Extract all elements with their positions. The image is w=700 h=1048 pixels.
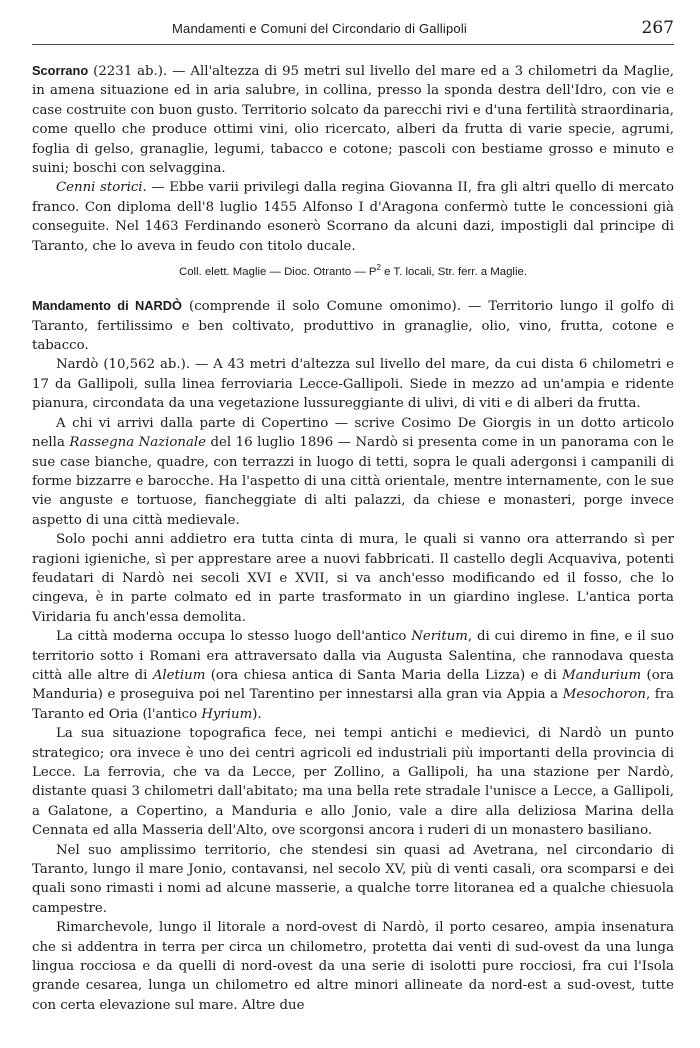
running-header — [32, 18, 674, 45]
nardo-paragraph-7: Rimarchevole, lungo il litorale a nord-ovest di Nardò, il porto cesareo, ampia insenatura che si addentra in terra per circa un chilometro, protetta dai venti di sud-ovest da una lunga lingua rocciosa e da quelli di nord-ovest da una serie di isolotti pure rocciosi, fra cui l'Isola grande cesarea, lunga un chilometro ed altre minori allineate da nord-est a sud-ovest, tutte con certa elevazione sul mare. Altre due — [32, 920, 674, 1013]
scorrano-paragraph: Scorrano (2231 ab.). — All'altezza di 95 metri sul livello del mare ed a 3 chilometri da Maglie, in amena situazione ed in aria salubre, in collina, presso la sponda destra dell'Idro, con vie e case costruite con buon gusto. Territorio solcato da parecchi rivi e d'una fertilità straordinaria, come quello che produce ottimi vini, olio ricercato, alberi da frutta di varie specie, agrumi, foglia di gelso, granaglie, legumi, tabacco e cotone; pascoli con bestiame grosso e minuto e suini; boschi con selvaggina. — [32, 63, 674, 177]
nardo-paragraph-4: La città moderna occupa lo stesso luogo dell'antico Neritum, di cui diremo in fine, e il suo territorio sotto i Romani era attraversato dalla via Augusta Salentina, che rannodava questa città alle altre di Aletium (ora chiesa antica di Santa Maria della Lizza) e di Mandurium (ora Manduria) e proseguiva poi nel Tarentino per innestarsi alla gran via Appia a Mesochoron, fra Taranto ed Oria (l'antico Hyrium). — [32, 629, 674, 722]
journal-title: Rassegna Nazionale — [69, 435, 207, 451]
nardo-paragraph-2: A chi vi arrivi dalla parte di Copertino — scrive Cosimo De Giorgis in un dotto articolo nella Rassegna Nazionale del 16 luglio 1896 — Nardò si presenta come in un panorama con le sue case bianche, quadre, con terrazzi in luogo di tetti, sopra le quali adergonsi i campanili di forme bizzarre e barocche. Ha l'aspetto di una città orientale, mentre internamente, con le sue vie anguste e tortuose, fiancheggiate di alti palazzi, da chiese e monasteri, porge invece aspetto di una città medievale. — [32, 415, 675, 528]
header-title: Mandamenti e Comuni del Circondario di Gallipoli — [172, 21, 468, 36]
scorrano-note: Coll. elett. Maglie — Dioc. Otranto — $P^2$ e T. locali, Str. ferr. a Maglie. — [179, 263, 527, 278]
mandamento-paragraph: Mandamento di NARDÒ (comprende il solo Comune omonimo). — Territorio lungo il golfo di Taranto, fertilissimo e ben coltivato, produttivo in granaglie, olio, vino, frutta, cotone e tabacco. — [32, 298, 675, 354]
cenni-storici-label: Cenni storici. — [56, 180, 147, 196]
nardo-paragraph-6: Nel suo amplissimo territorio, che stendesi sin quasi ad Avetrana, nel circondario di Taranto, lungo il mare Jonio, contavansi, nel secolo XV, più di venti casali, ora scomparsi e dei quali sono rimasti i nomi ad alcune masserie, a qualche torre litoranea ed a qualche chiesuola campestre. — [32, 842, 674, 916]
nardo-paragraph-5: La sua situazione topografica fece, nei tempi antichi e medievici, di Nardò un punto strategico; ora invece è uno dei centri agricoli ed industriali più importanti della provincia di Lecce. La ferrovia, che va da Lecce, per Zollino, a Gallipoli, ha una stazione per Nardò, distante quasi 3 chilometri dall'abitato; ma una bella rete stradale l'unisce a Lecce, a Gallipoli, a Galatone, a Copertino, a Manduria e allo Jonio, vale a dire alla deliziosa Marina della Cennata ed alla Masseria dell'Alto, ove scorgonsi ancora i ruderi di un monastero basiliano. — [32, 726, 674, 839]
nardo-paragraph-1: Nardò (10,562 ab.). — A 43 metri d'altezza sul livello del mare, da cui dista 6 chilometri e 17 da Gallipoli, sulla linea ferroviaria Lecce-Gallipoli. Siede in mezzo ad un'ampia e ridente pianura, circondata da una vegetazione lussureggiante di ulivi, di viti e di alberi da frutta. — [32, 357, 674, 412]
nardo-paragraph-3: Solo pochi anni addietro era tutta cinta di mura, le quali si vanno ora atterrando sì per ragioni igieniche, sì per apprestare aree a nuovi fabbricati. Il castello degli Acquaviva, potenti feudatari di Nardò nei secoli XVI e XVII, si va anch'esso modificando ed il fosso, che lo cingeva, è in parte colmato ed in parte trasformato in un giardino inglese. L'antica porta Viridaria fu anch'essa demolita. — [32, 532, 674, 625]
page-number: 267 — [641, 18, 674, 38]
mandamento-heading: Mandamento di NARDÒ — [32, 298, 182, 314]
cenni-storici-paragraph: Cenni storici. — Ebbe varii privilegi dalla regina Giovanna II, fra gli altri quello di mercato franco. Con diploma dell'8 luglio 1455 Alfonso I d'Aragona confermò tutte le concessioni già conseguite. Nel 1463 Ferdinando esonerò Scorrano da alcuni dazi, impostigli dal principe di Taranto, che lo aveva in feudo con titolo ducale. — [32, 180, 675, 254]
page — [32, 18, 674, 1015]
scorrano-heading: Scorrano — [32, 63, 89, 78]
